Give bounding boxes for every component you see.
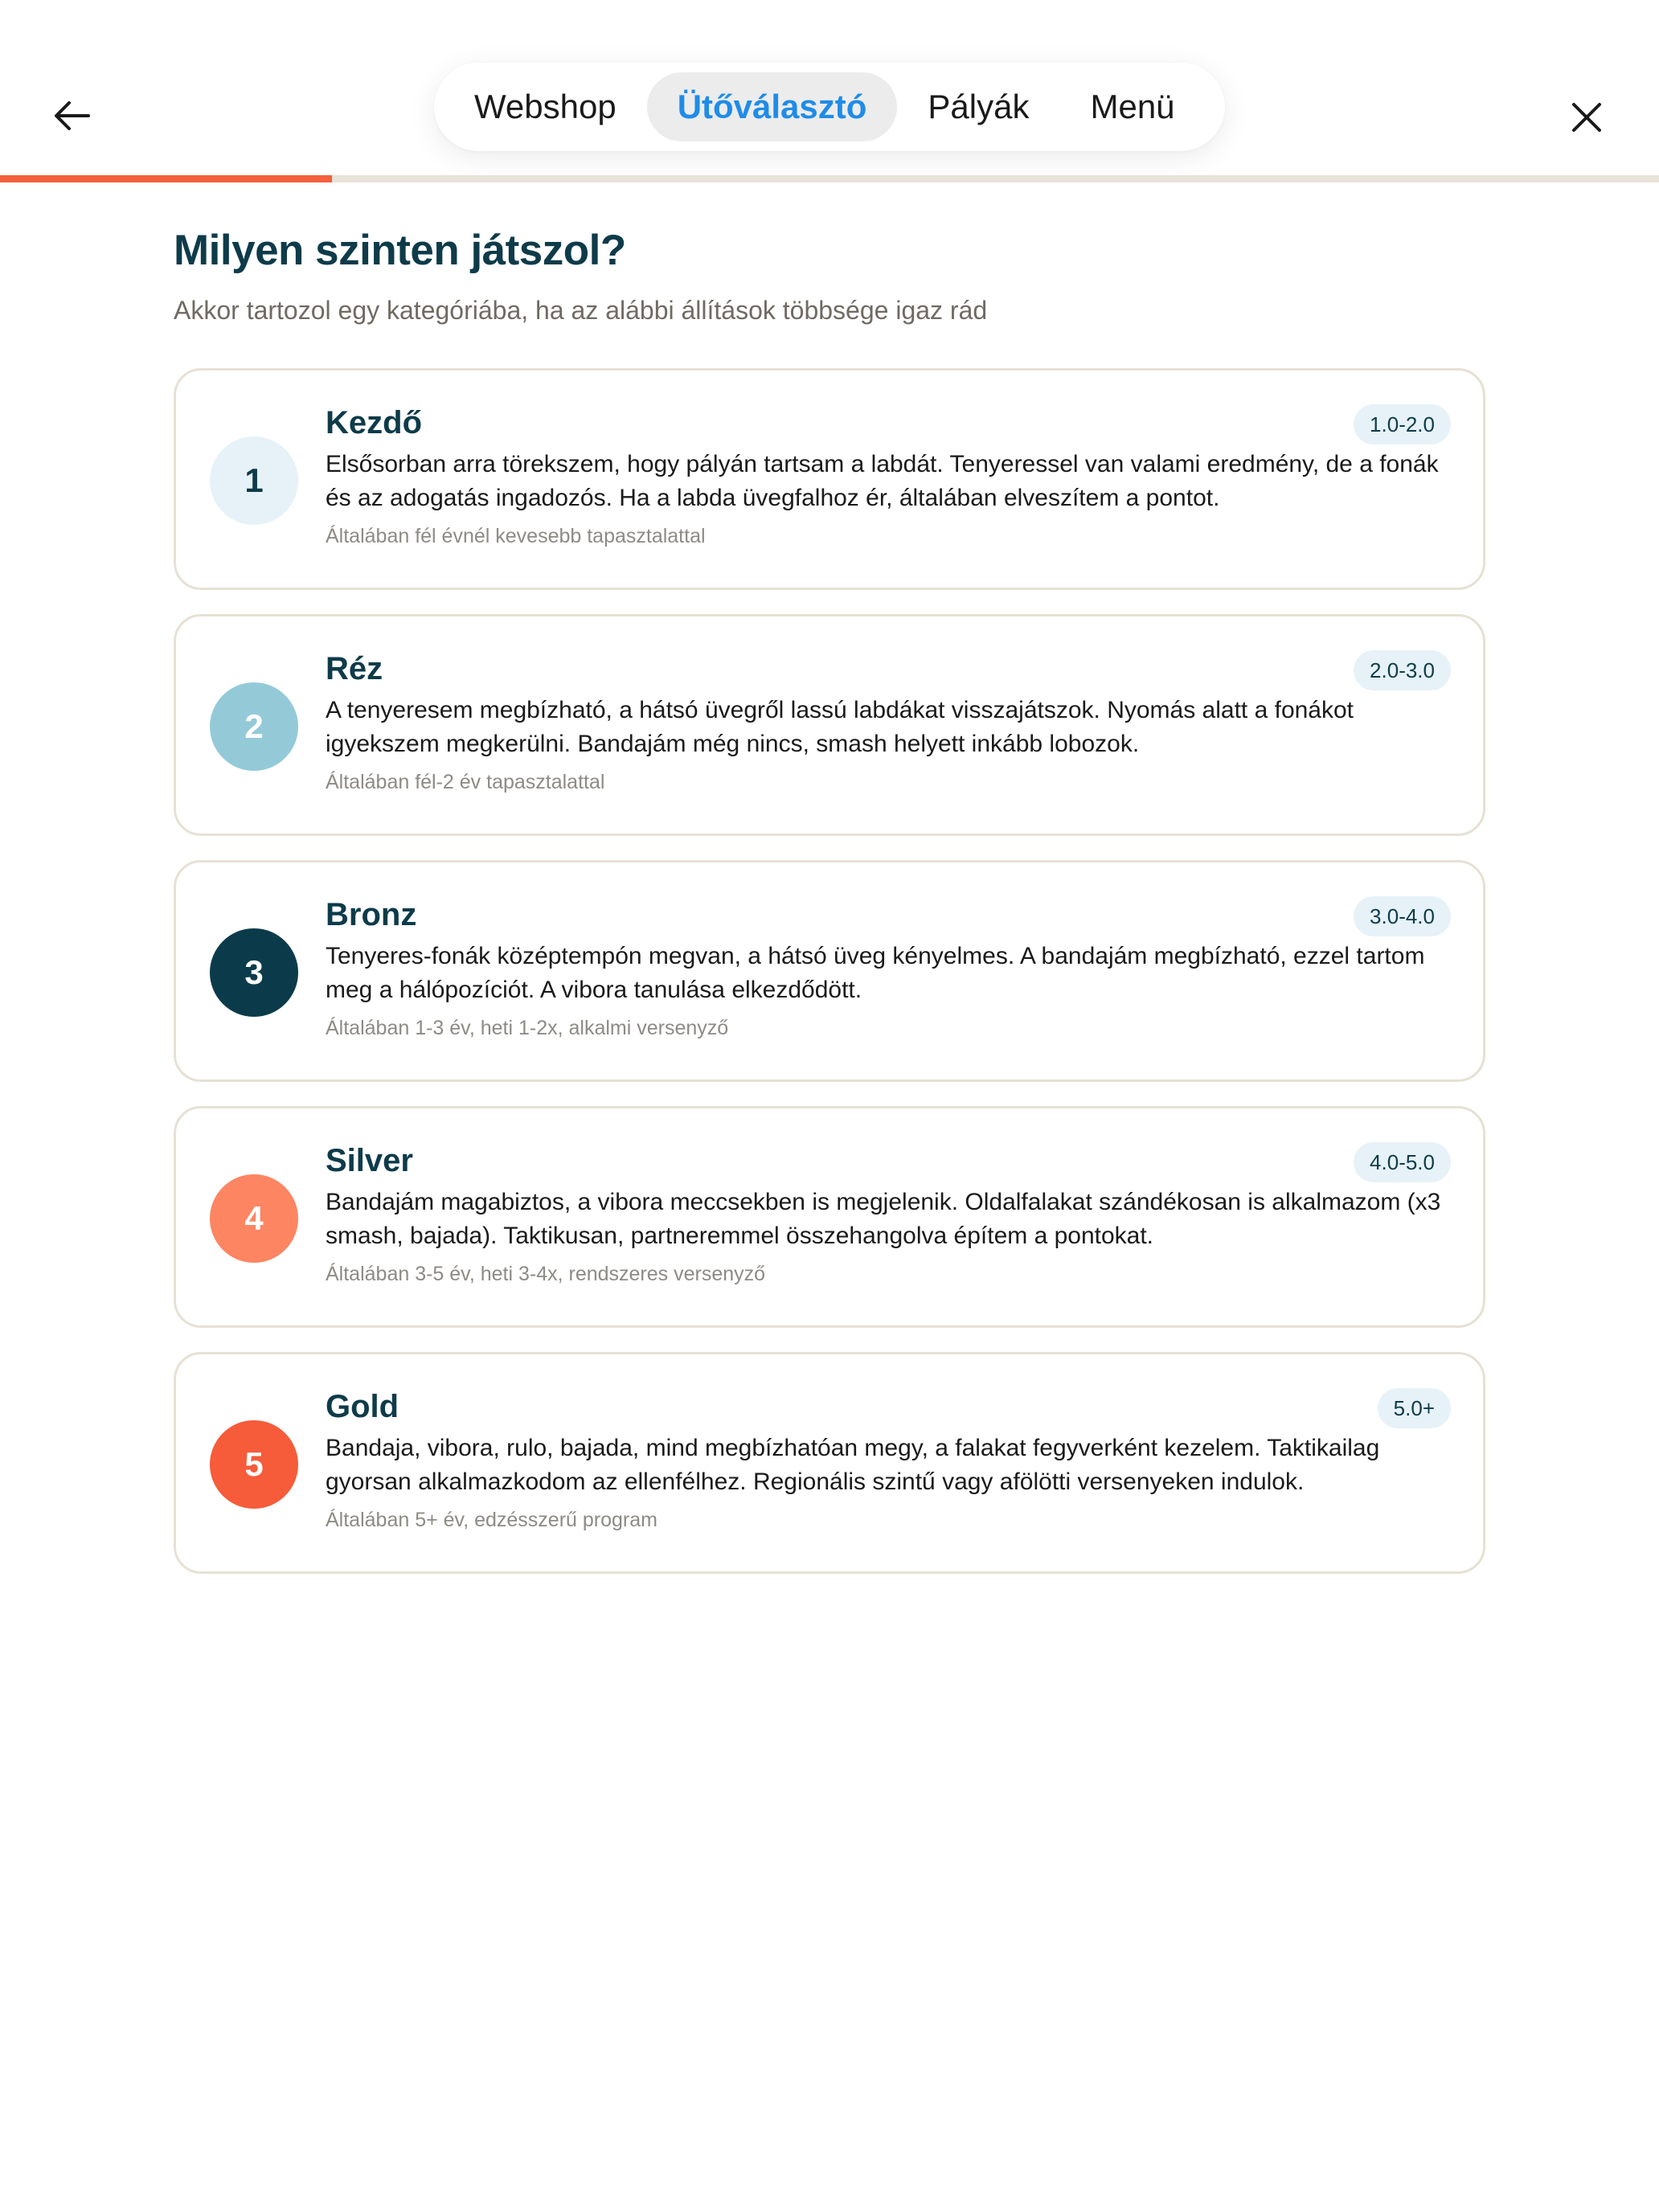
level-description: A tenyeresem megbízható, a hátsó üvegről lassú labdákat visszajátszok. Nyomás alatt a fonákot igyekszem megkerülni. Bandajám még nincs, smash helyett inkább lobozok. (326, 697, 1354, 757)
level-card-body (326, 1139, 1451, 1288)
level-card-kezdo[interactable] (174, 368, 1485, 590)
level-experience-note: Általában fél évnél kevesebb tapasztalattal (326, 525, 706, 547)
level-card-rez[interactable] (174, 614, 1485, 836)
level-title: Kezdő (326, 405, 422, 440)
level-range-badge: 1.0-2.0 (1354, 404, 1451, 444)
tab-menu[interactable]: Menü (1090, 88, 1175, 125)
level-experience-note: Általában 1-3 év, heti 1-2x, alkalmi versenyző (326, 1017, 729, 1039)
level-range-badge: 4.0-5.0 (1354, 1142, 1451, 1182)
level-experience-note: Általában 5+ év, edzésszerű program (326, 1509, 657, 1531)
level-list (174, 368, 1485, 1574)
level-card-silver[interactable] (174, 1106, 1485, 1328)
level-description: Bandajám magabiztos, a vibora meccsekben is megjelenik. Oldalfalakat szándékosan is alkalmazom (x3 smash, bajada). Taktikusan, partneremmel összehangolva építem a pontokat. (326, 1189, 1441, 1249)
level-title: Gold (326, 1389, 399, 1424)
level-title: Silver (326, 1143, 413, 1178)
top-navigation (434, 63, 1225, 151)
level-range-badge: 5.0+ (1378, 1388, 1451, 1428)
level-card-body (326, 647, 1451, 797)
level-number-badge: 3 (210, 928, 298, 1017)
level-card-bronz[interactable] (174, 860, 1485, 1082)
level-number-badge: 5 (210, 1420, 298, 1509)
close-button[interactable] (1559, 90, 1614, 145)
level-description: Bandaja, vibora, rulo, bajada, mind megbízhatóan megy, a falakat fegyverként kezelem. Taktikailag gyorsan alkalmazkodom az ellenfélhez. Regionális szintű vagy afölötti versenyeken indulok. (326, 1435, 1380, 1495)
level-number-badge: 4 (210, 1174, 298, 1263)
level-range-badge: 3.0-4.0 (1354, 896, 1451, 936)
level-description: Elsősorban arra törekszem, hogy pályán tartsam a labdát. Tenyeressel van valami eredmény, de a fonák és az adogatás ingadozós. Ha a labda üvegfalhoz ér, általában elveszítem a pontot. (326, 451, 1439, 511)
close-icon (1571, 101, 1603, 133)
page-title: Milyen szinten játszol? (174, 227, 626, 274)
tab-utovalaszto[interactable]: Ütőválasztó (647, 72, 898, 141)
page-subtitle: Akkor tartozol egy kategóriába, ha az alábbi állítások többsége igaz rád (174, 296, 988, 325)
level-number-badge: 1 (210, 436, 298, 525)
level-range-badge: 2.0-3.0 (1354, 650, 1451, 690)
back-button[interactable] (45, 88, 100, 143)
tab-webshop[interactable]: Webshop (474, 88, 616, 125)
main-content (174, 217, 1485, 1598)
level-title: Réz (326, 651, 383, 686)
level-experience-note: Általában 3-5 év, heti 3-4x, rendszeres versenyző (326, 1263, 766, 1285)
top-bar (0, 0, 1659, 185)
arrow-left-icon (53, 100, 92, 132)
level-card-gold[interactable] (174, 1352, 1485, 1574)
progress-bar (0, 175, 1659, 182)
level-title: Bronz (326, 897, 417, 932)
level-card-body (326, 893, 1451, 1043)
level-description: Tenyeres-fonák középtempón megvan, a hátsó üveg kényelmes. A bandajám megbízható, ezzel tartom meg a hálópozíciót. A vibora tanulása elkezdődött. (326, 943, 1425, 1003)
tab-palyak[interactable]: Pályák (928, 88, 1030, 125)
level-card-body (326, 401, 1451, 551)
progress-bar-fill (0, 175, 332, 182)
level-card-body (326, 1385, 1451, 1534)
level-experience-note: Általában fél-2 év tapasztalattal (326, 771, 605, 793)
level-number-badge: 2 (210, 682, 298, 771)
